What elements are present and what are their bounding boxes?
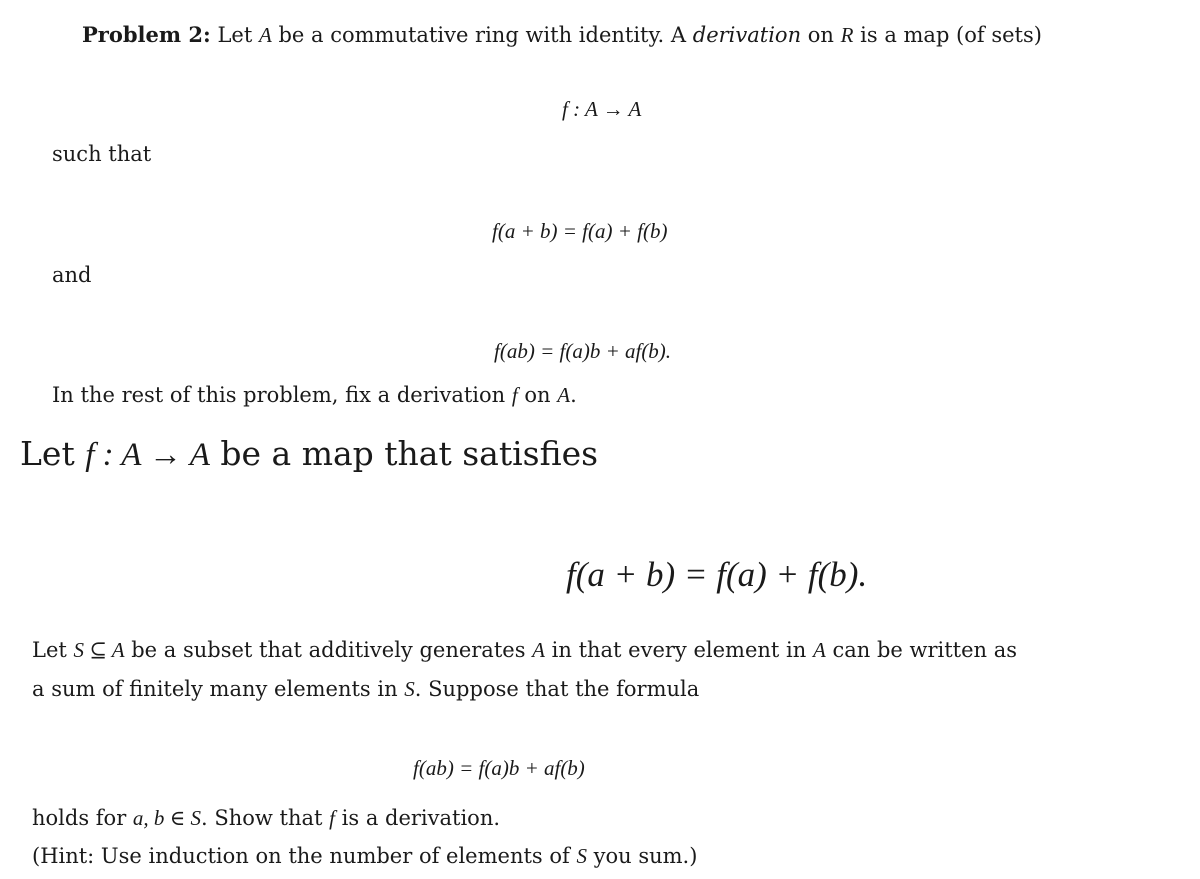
text: . Show that xyxy=(200,806,330,830)
subset-line-1 xyxy=(32,640,1017,661)
additivity-equation: f(a + b) = f(a) + f(b) xyxy=(492,219,668,243)
text: holds for xyxy=(32,806,133,830)
text: be a map that satisfies xyxy=(209,434,599,473)
math-membership: a, b ∈ S xyxy=(132,806,201,830)
such-that-text: such that xyxy=(52,142,152,166)
problem-label: Problem 2: xyxy=(82,22,211,47)
text: (Hint: Use induction on the number of elements of xyxy=(32,844,577,868)
math-var: S xyxy=(404,677,415,701)
text: be a commutative ring with identity. A xyxy=(271,23,693,47)
text: Let xyxy=(217,23,259,47)
text: on xyxy=(517,383,558,407)
text: in that every element in xyxy=(544,638,813,662)
text: you sum.) xyxy=(586,844,698,868)
fix-derivation-line xyxy=(52,385,577,406)
and-text: and xyxy=(52,263,92,287)
math-var: A xyxy=(812,638,826,662)
derivation-term: derivation xyxy=(692,23,802,47)
math-var: f xyxy=(511,383,518,407)
math-var: f xyxy=(329,806,335,830)
map-satisfies-line xyxy=(20,434,599,473)
text: Let xyxy=(20,434,86,473)
hint-line xyxy=(32,846,697,867)
leibniz-equation: f(ab) = f(a)b + af(b). xyxy=(494,339,672,363)
text: In the rest of this problem, fix a derivation xyxy=(52,383,512,407)
text: . xyxy=(570,383,577,407)
map-equation: f : A → A xyxy=(562,97,642,121)
math-map: f : A → A xyxy=(85,437,210,473)
subset-line-2 xyxy=(32,679,699,700)
problem-statement-line xyxy=(82,24,1042,46)
text: can be written as xyxy=(825,638,1018,662)
additivity-equation-large: f(a + b) = f(a) + f(b). xyxy=(566,555,868,594)
math-subset: S ⊆ A xyxy=(73,638,125,662)
text: Let xyxy=(32,638,74,662)
holds-line xyxy=(32,808,500,829)
leibniz-equation-2: f(ab) = f(a)b + af(b) xyxy=(413,756,585,780)
text: is a map (of sets) xyxy=(853,23,1042,47)
text: is a derivation. xyxy=(334,806,501,830)
math-var: S xyxy=(576,844,587,868)
math-var: R xyxy=(840,23,854,47)
text: on xyxy=(801,23,841,47)
text: be a subset that additively generates xyxy=(124,638,533,662)
math-var: A xyxy=(557,383,571,407)
math-var: A xyxy=(258,23,272,47)
text: . Suppose that the formula xyxy=(414,677,700,701)
text: a sum of finitely many elements in xyxy=(32,677,405,701)
math-var: A xyxy=(532,638,545,662)
